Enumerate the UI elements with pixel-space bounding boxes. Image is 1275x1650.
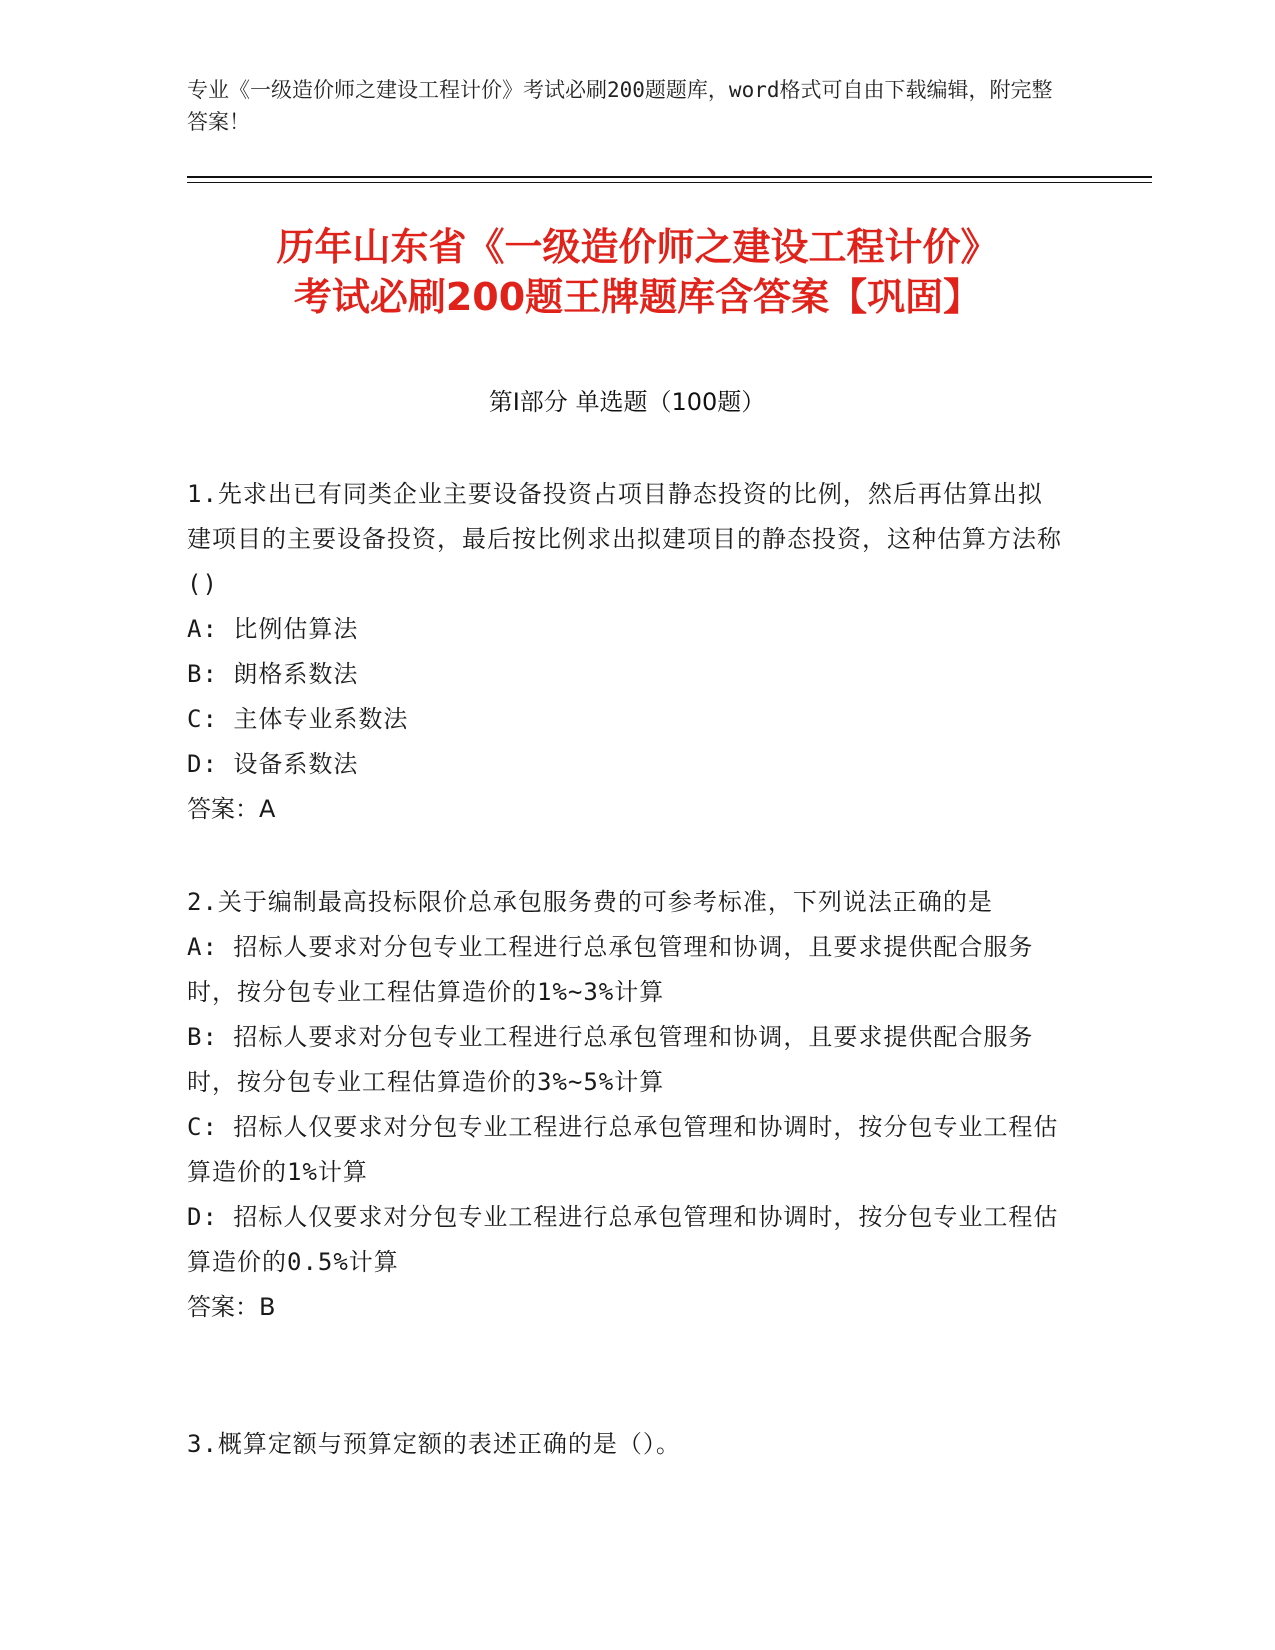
- document-title: [150, 222, 1125, 322]
- option-a: A: 比例估算法: [187, 615, 359, 643]
- section-heading: 第I部分 单选题（100题）: [488, 388, 766, 416]
- option-b: B: 招标人要求对分包专业工程进行总承包管理和协调，且要求提供配合服务时，按分包专业工程估算造价的3%~5%计算: [187, 1023, 1034, 1096]
- answer-label: 答案：A: [187, 795, 276, 823]
- option-d: D: 设备系数法: [187, 750, 359, 778]
- option-c: C: 主体专业系数法: [187, 705, 409, 733]
- question-3: [187, 1422, 1067, 1467]
- question-stem: 2.关于编制最高投标限价总承包服务费的可参考标准，下列说法正确的是: [187, 888, 993, 916]
- option-d: D: 招标人仅要求对分包专业工程进行总承包管理和协调时，按分包专业工程估算造价的0.5%计算: [187, 1203, 1059, 1276]
- header-note: 专业《一级造价师之建设工程计价》考试必刷200题题库，word格式可自由下载编辑，附完整答案！: [187, 78, 1053, 134]
- question-1: [187, 472, 1067, 832]
- option-b: B: 朗格系数法: [187, 660, 359, 688]
- header-divider-thin: [187, 182, 1152, 183]
- title-line-1: 历年山东省《一级造价师之建设工程计价》: [276, 225, 999, 269]
- option-a: A: 招标人要求对分包专业工程进行总承包管理和协调，且要求提供配合服务时，按分包专业工程估算造价的1%~3%计算: [187, 933, 1034, 1006]
- title-line-2: 考试必刷200题王牌题库含答案【巩固】: [293, 275, 982, 319]
- answer-label: 答案：B: [187, 1293, 276, 1321]
- question-stem: 1.先求出已有同类企业主要设备投资占项目静态投资的比例，然后再估算出拟建项目的主要设备投资，最后按比例求出拟建项目的静态投资，这种估算方法称(): [187, 480, 1062, 598]
- option-c: C: 招标人仅要求对分包专业工程进行总承包管理和协调时，按分包专业工程估算造价的1%计算: [187, 1113, 1059, 1186]
- header-divider-thick: [187, 176, 1152, 178]
- question-2: [187, 880, 1067, 1330]
- question-stem: 3.概算定额与预算定额的表述正确的是（）。: [187, 1430, 681, 1458]
